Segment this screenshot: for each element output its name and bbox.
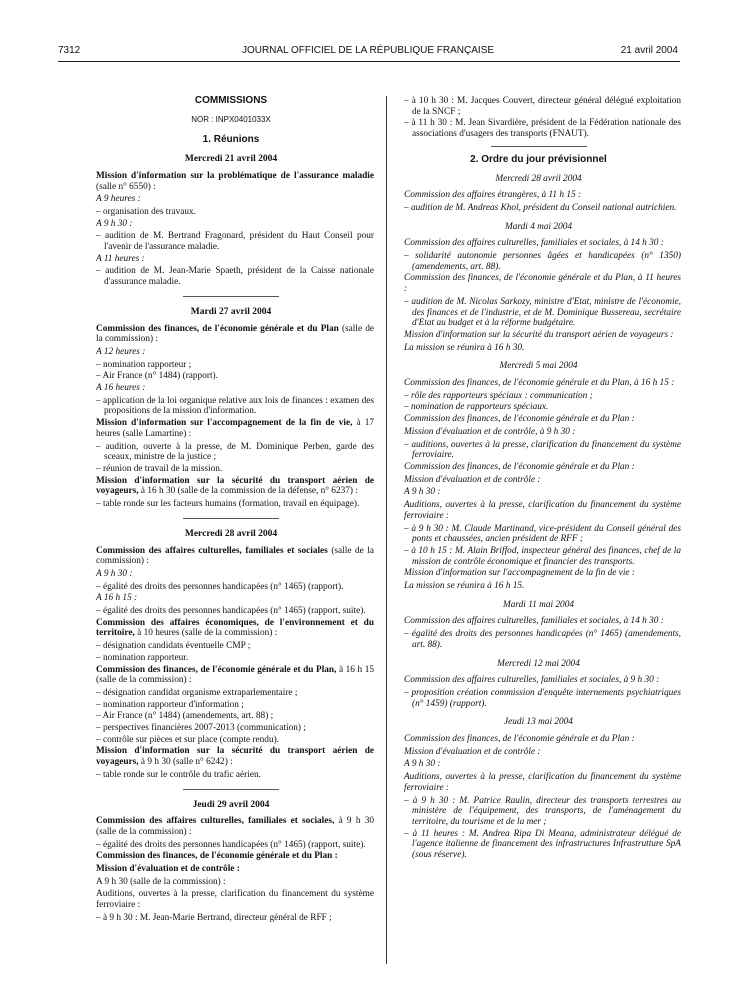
room-text: à 16 h 15 (salle de la commission) : bbox=[96, 664, 374, 686]
time-line: A 9 h 30 : bbox=[404, 487, 441, 498]
time-line: A 12 heures : bbox=[96, 346, 146, 357]
body-label: Commission des affaires économiques, de l'environnement et du territoire, bbox=[96, 617, 374, 639]
body-label: Mission d'information sur la problématique de l'assurance maladie bbox=[96, 170, 374, 181]
date-heading: Mercredi 28 avril 2004 bbox=[495, 173, 582, 184]
meeting-note: La mission se réunira à 16 h 15. bbox=[404, 581, 525, 592]
agenda-item: – à 11 h 30 : M. Jean Sivardière, président de la Fédération nationale des associations d'usagers des transports (FNAUT). bbox=[404, 118, 681, 140]
date-heading: Jeudi 29 avril 2004 bbox=[192, 799, 270, 810]
separator bbox=[491, 146, 587, 147]
room-text: à 10 heures (salle de la commission) : bbox=[134, 628, 278, 639]
room-text: (salle de la commission) : bbox=[96, 545, 375, 567]
agenda-item: – audition, ouverte à la presse, de M. Dominique Perben, garde des sceaux, ministre de la justice ; bbox=[96, 441, 374, 463]
date-heading: Mercredi 12 mai 2004 bbox=[497, 658, 580, 669]
agenda-item: – à 9 h 30 : M. Claude Martinand, vice-président du Conseil général des ponts et chaussées, ancien président de RFF ; bbox=[404, 523, 681, 545]
time-line: A 9 heures : bbox=[96, 194, 141, 205]
page-number: 7312 bbox=[58, 45, 81, 56]
room-text: (salle de la commission) : bbox=[96, 323, 374, 345]
entry bbox=[88, 476, 374, 497]
body-label: Commission des affaires étrangères, à 11 h 15 : bbox=[404, 190, 582, 201]
agenda-item: – application de la loi organique relative aux lois de finances : examen des propositions de la mission d'information. bbox=[96, 395, 374, 417]
hearing-intro: Auditions, ouvertes à la presse, clarification du financement du système ferroviaire : bbox=[96, 889, 374, 911]
body-label: Mission d'information sur l'accompagnement de la fin de vie, bbox=[96, 418, 353, 429]
mission-label: Mission d'évaluation et de contrôle : bbox=[96, 864, 240, 875]
body-label: Commission des finances, de l'économie générale et du Plan, à 16 h 15 : bbox=[404, 378, 675, 389]
journal-title: JOURNAL OFFICIEL DE LA RÉPUBLIQUE FRANÇAISE bbox=[241, 45, 495, 56]
room-text: à 16 h 30 (salle de la commission de la défense, n° 6237) : bbox=[138, 486, 358, 497]
heading-ordre-du-jour: 2. Ordre du jour prévisionnel bbox=[470, 153, 607, 165]
body-label: Commission des finances, de l'économie générale et du Plan, à 11 heures : bbox=[404, 273, 681, 295]
hearing-intro: Auditions, ouvertes à la presse, clarification du financement du système ferroviaire : bbox=[404, 772, 681, 793]
body-label: Mission d'information sur la sécurité du transport aérien de voyageurs : bbox=[404, 329, 674, 340]
entry bbox=[88, 324, 374, 345]
body-label: Commission des finances, de l'économie générale et du Plan : bbox=[404, 461, 635, 472]
issue-date: 21 avril 2004 bbox=[620, 45, 678, 56]
agenda-item: – Air France (n° 1484) (amendements, art. 88) ; bbox=[96, 711, 274, 722]
entry bbox=[88, 418, 374, 439]
date-heading: Mardi 27 avril 2004 bbox=[190, 306, 272, 317]
time-line: A 16 heures : bbox=[96, 383, 146, 394]
agenda-item: – égalité des droits des personnes handicapées (n° 1465) (amendements, art. 88). bbox=[404, 629, 681, 650]
agenda-item: – à 11 heures : M. Andrea Ripa Di Meana, administrateur délégué de l'agence italienne de financement des infrastructures Infrastrutture SpA (sous réserve). bbox=[404, 828, 681, 861]
agenda-item: – table ronde sur le contrôle du trafic aérien. bbox=[96, 769, 261, 780]
column-divider bbox=[386, 96, 387, 964]
section-title: COMMISSIONS bbox=[194, 95, 268, 106]
entry bbox=[88, 618, 374, 639]
entry bbox=[88, 665, 374, 686]
body-label: Commission des finances, de l'économie générale et du Plan : bbox=[404, 734, 635, 745]
hearing-intro: Auditions, ouvertes à la presse, clarification du financement du système ferroviaire : bbox=[404, 500, 681, 521]
date-heading: Mardi 4 mai 2004 bbox=[504, 221, 573, 232]
agenda-item: – solidarité autonomie personnes âgées et handicapées (n° 1350) (amendements, art. 88). bbox=[404, 251, 681, 272]
nor-reference: NOR : INPX0401033X bbox=[191, 114, 271, 124]
entry bbox=[88, 746, 374, 767]
agenda-item: – audition de M. Nicolas Sarkozy, ministre d'Etat, ministre de l'économie, des finances et de l'industrie, et de M. Dominique Bussereau, secrétaire d'Etat au budget et à la réforme budgétaire. bbox=[404, 296, 681, 329]
mission-label: Mission d'évaluation et de contrôle : bbox=[404, 474, 541, 485]
agenda-item: – organisation des travaux. bbox=[96, 206, 197, 217]
agenda-item: – rôle des rapporteurs spéciaux : communication ; bbox=[404, 390, 593, 401]
body-label: Mission d'information sur la sécurité du transport aérien de voyageurs, bbox=[96, 475, 374, 497]
right-column bbox=[396, 96, 681, 862]
date-heading: Mercredi 28 avril 2004 bbox=[184, 528, 278, 539]
body-label: Commission des affaires culturelles, familiales et sociales, à 14 h 30 : bbox=[404, 238, 664, 249]
time-line: A 9 h 30 : bbox=[96, 218, 133, 229]
left-column bbox=[88, 96, 374, 925]
separator bbox=[183, 518, 279, 519]
agenda-item: – nomination rapporteur ; bbox=[96, 359, 192, 370]
mission-label: Mission d'évaluation et de contrôle, à 9 h 30 : bbox=[404, 426, 576, 437]
time-line: A 9 h 30 (salle de la commission) : bbox=[96, 876, 226, 887]
agenda-item: – à 9 h 30 : M. Jean-Marie Bertrand, directeur général de RFF ; bbox=[96, 912, 332, 923]
body-label: Mission d'information sur la sécurité du transport aérien de voyageurs, bbox=[96, 746, 374, 768]
date-heading: Mercredi 21 avril 2004 bbox=[184, 154, 278, 165]
agenda-item: – désignation candidat organisme extraparlementaire ; bbox=[96, 687, 298, 698]
agenda-item: – réunion de travail de la mission. bbox=[96, 463, 223, 474]
agenda-item: – nomination rapporteur. bbox=[96, 652, 189, 663]
entry bbox=[88, 546, 374, 567]
agenda-item: – audition de M. Andreas Khol, président du Conseil national autrichien. bbox=[404, 202, 677, 213]
agenda-item: – audition de M. Bertrand Fragonard, président du Haut Conseil pour l'avenir de l'assurance maladie. bbox=[96, 231, 374, 253]
agenda-item: – Air France (n° 1484) (rapport). bbox=[96, 371, 218, 382]
agenda-item: – proposition création commission d'enquête internements psychiatriques (n° 1459) (rapport). bbox=[404, 687, 681, 709]
body-label: Commission des affaires culturelles, familiales et sociales, bbox=[96, 816, 335, 827]
date-heading: Mardi 11 mai 2004 bbox=[502, 599, 574, 610]
agenda-item: – à 10 h 15 : M. Alain Briffod, inspecteur général des finances, chef de la mission de contrôle économique et financier des transports. bbox=[404, 545, 681, 567]
page-header bbox=[58, 46, 678, 58]
room-text: à 17 heures (salle Lamartine) : bbox=[96, 418, 374, 439]
agenda-item: – table ronde sur les facteurs humains (formation, travail en équipage). bbox=[96, 499, 360, 510]
body-label: Commission des finances, de l'économie générale et du Plan : bbox=[404, 414, 635, 425]
date-heading: Mercredi 5 mai 2004 bbox=[499, 361, 578, 372]
meeting-note: La mission se réunira à 16 h 30. bbox=[404, 342, 525, 353]
agenda-item: – nomination rapporteur d'information ; bbox=[96, 699, 244, 710]
body-label: Commission des finances, de l'économie générale et du Plan : bbox=[96, 851, 338, 862]
body-label: Commission des affaires culturelles, familiales et sociales, à 14 h 30 : bbox=[404, 616, 664, 627]
agenda-item: – égalité des droits des personnes handicapées (n° 1465) (rapport). bbox=[96, 581, 344, 592]
agenda-item: – perspectives financières 2007-2013 (communication) ; bbox=[96, 723, 306, 734]
separator bbox=[183, 789, 279, 790]
body-label: Commission des finances, de l'économie générale et du Plan, bbox=[96, 664, 337, 675]
header-rule bbox=[58, 61, 680, 62]
agenda-item: – auditions, ouvertes à la presse, clarification du financement du système ferroviaire. bbox=[404, 439, 681, 461]
agenda-item: – audition de M. Jean-Marie Spaeth, président de la Caisse nationale d'assurance maladie. bbox=[96, 266, 374, 288]
body-label: Commission des affaires culturelles, familiales et sociales, à 9 h 30 : bbox=[404, 675, 660, 686]
agenda-item: – égalité des droits des personnes handicapées (n° 1465) (rapport, suite). bbox=[96, 606, 366, 617]
time-line: A 9 h 30 : bbox=[96, 568, 133, 579]
agenda-item: – à 9 h 30 : M. Patrice Raulin, directeur des transports terrestres au ministère de l'équipement, des transports, de l'aménagement du territoire, du tourisme et de la mer ; bbox=[404, 795, 681, 827]
body-label: Mission d'information sur l'accompagnement de la fin de vie : bbox=[404, 568, 635, 579]
agenda-item: – désignation candidats éventuelle CMP ; bbox=[96, 641, 251, 652]
separator bbox=[183, 296, 279, 297]
date-heading: Jeudi 13 mai 2004 bbox=[504, 717, 573, 728]
body-label: Commission des affaires culturelles, familiales et sociales bbox=[96, 545, 328, 556]
agenda-item: – nomination de rapporteurs spéciaux. bbox=[404, 402, 549, 413]
time-line: A 11 heures : bbox=[96, 253, 145, 264]
agenda-item: – égalité des droits des personnes handicapées (n° 1465) (rapport, suite). bbox=[96, 839, 366, 850]
heading-reunions: 1. Réunions bbox=[202, 134, 260, 146]
agenda-item: – contrôle sur pièces et sur place (compte rendu). bbox=[96, 734, 280, 745]
agenda-item: – à 10 h 30 : M. Jacques Couvert, directeur général délégué exploitation de la SNCF ; bbox=[404, 96, 681, 117]
entry bbox=[88, 171, 374, 192]
entry bbox=[88, 816, 374, 837]
time-line: A 16 h 15 : bbox=[96, 593, 138, 604]
room-text: (salle n° 6550) : bbox=[96, 181, 156, 192]
body-label: Commission des finances, de l'économie générale et du Plan bbox=[96, 323, 339, 334]
room-text: à 9 h 30 (salle n° 6242) : bbox=[138, 757, 233, 768]
time-line: A 9 h 30 : bbox=[404, 759, 441, 770]
room-text: à 9 h 30 (salle de la commission) : bbox=[96, 816, 374, 837]
mission-label: Mission d'évaluation et de contrôle : bbox=[404, 746, 541, 757]
